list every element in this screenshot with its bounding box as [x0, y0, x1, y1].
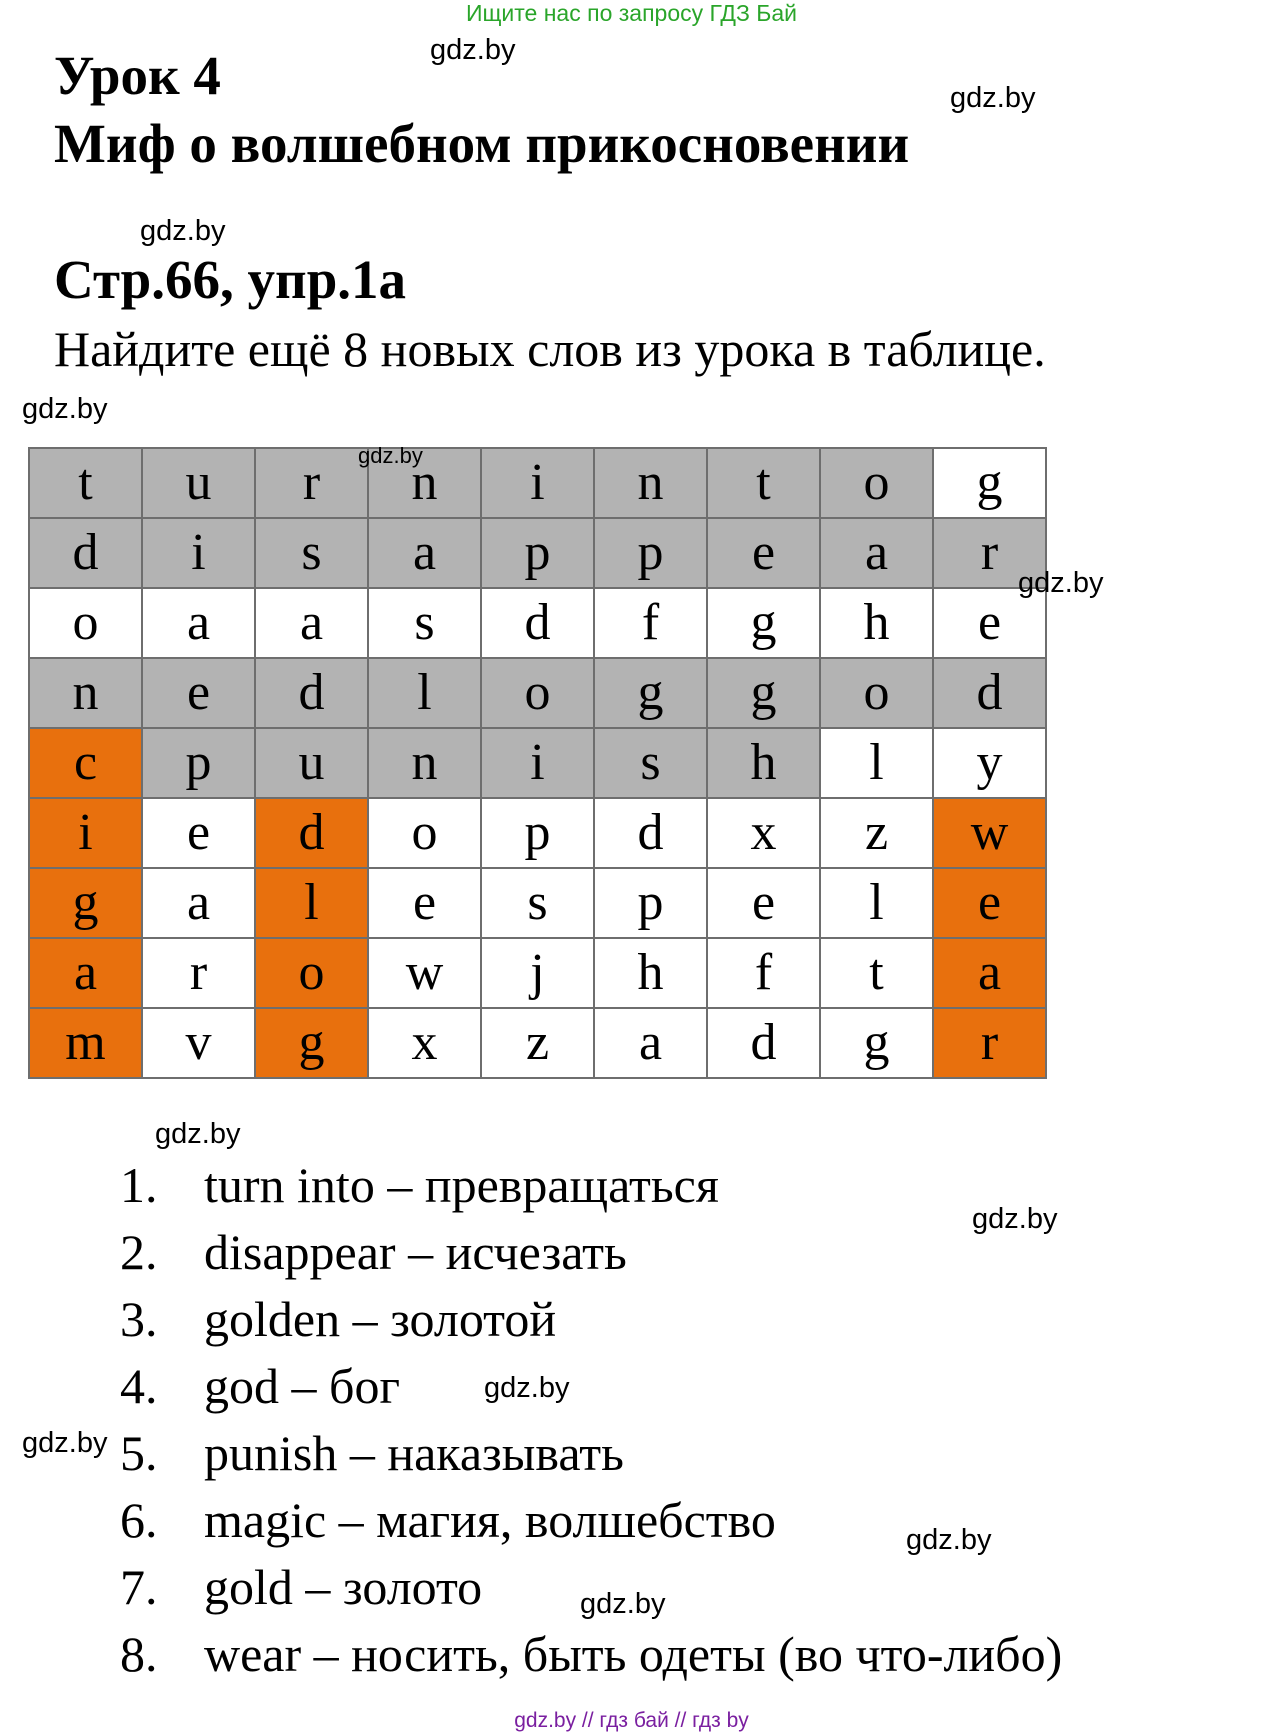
grid-cell: n [594, 448, 707, 518]
answer-text: magic – магия, волшебство [204, 1492, 776, 1548]
answer-text: disappear – исчезать [204, 1224, 627, 1280]
grid-cell: s [594, 728, 707, 798]
word-search-grid [28, 447, 1047, 1079]
watermark: gdz.by [430, 34, 516, 66]
grid-cell: e [933, 868, 1046, 938]
grid-cell: a [255, 588, 368, 658]
grid-cell: l [255, 868, 368, 938]
answer-text: golden – золотой [204, 1291, 557, 1347]
grid-row [29, 728, 1046, 798]
grid-cell: d [29, 518, 142, 588]
watermark: gdz.by [140, 215, 226, 247]
grid-cell: h [707, 728, 820, 798]
watermark: gdz.by [580, 1588, 666, 1620]
grid-cell: g [255, 1008, 368, 1078]
grid-cell: n [368, 448, 481, 518]
grid-cell: x [368, 1008, 481, 1078]
grid-cell: g [707, 588, 820, 658]
watermark: gdz.by [22, 1427, 108, 1459]
grid-cell: w [933, 798, 1046, 868]
answer-item [120, 1152, 1062, 1219]
watermark: gdz.by [1018, 567, 1104, 599]
grid-cell: g [594, 658, 707, 728]
grid-cell: g [29, 868, 142, 938]
watermark: gdz.by [484, 1372, 570, 1404]
grid-cell: o [368, 798, 481, 868]
grid-row [29, 868, 1046, 938]
answer-number: 3. [120, 1291, 158, 1347]
grid-cell: a [142, 588, 255, 658]
answer-number: 4. [120, 1358, 158, 1414]
grid-cell: e [142, 658, 255, 728]
answer-item [120, 1420, 1062, 1487]
grid-cell: z [481, 1008, 594, 1078]
grid-cell: f [594, 588, 707, 658]
watermark: gdz.by [950, 82, 1036, 114]
grid-cell: r [933, 518, 1046, 588]
grid-row [29, 938, 1046, 1008]
grid-cell: o [29, 588, 142, 658]
grid-cell: n [29, 658, 142, 728]
grid-cell: e [933, 588, 1046, 658]
grid-cell: s [481, 868, 594, 938]
grid-row [29, 658, 1046, 728]
grid-cell: a [820, 518, 933, 588]
answer-text: gold – золото [204, 1559, 483, 1615]
grid-cell: h [820, 588, 933, 658]
footer-links: gdz.by // гдз бай // гдз by [514, 1709, 749, 1732]
watermark: gdz.by [155, 1118, 241, 1150]
grid-cell: d [255, 658, 368, 728]
grid-cell: r [255, 448, 368, 518]
grid-cell: f [707, 938, 820, 1008]
grid-cell: r [142, 938, 255, 1008]
grid-cell: j [481, 938, 594, 1008]
grid-cell: u [142, 448, 255, 518]
grid-cell: l [820, 728, 933, 798]
grid-cell: s [255, 518, 368, 588]
watermark: gdz.by [22, 393, 108, 425]
grid-cell: g [707, 658, 820, 728]
grid-cell: t [820, 938, 933, 1008]
watermark: gdz.by [972, 1203, 1058, 1235]
grid-cell: w [368, 938, 481, 1008]
lesson-number: Урок 4 [54, 45, 221, 106]
grid-cell: d [255, 798, 368, 868]
grid-cell: l [368, 658, 481, 728]
grid-cell: a [933, 938, 1046, 1008]
grid-row [29, 1008, 1046, 1078]
grid-cell: i [481, 448, 594, 518]
answer-number: 5. [120, 1425, 158, 1481]
answer-text: god – бог [204, 1358, 400, 1414]
grid-cell: p [481, 798, 594, 868]
grid-cell: r [933, 1008, 1046, 1078]
answer-item [120, 1353, 1062, 1420]
grid-cell: a [368, 518, 481, 588]
answer-number: 1. [120, 1157, 158, 1213]
grid-cell: o [820, 658, 933, 728]
grid-cell: x [707, 798, 820, 868]
grid-cell: p [481, 518, 594, 588]
answer-item [120, 1219, 1062, 1286]
grid-cell: o [255, 938, 368, 1008]
answer-text: wear – носить, быть одеты (во что-либо) [204, 1626, 1063, 1682]
grid-cell: c [29, 728, 142, 798]
grid-cell: d [707, 1008, 820, 1078]
grid-cell: e [707, 518, 820, 588]
exercise-instruction: Найдите ещё 8 новых слов из урока в таблице. [54, 321, 1046, 377]
grid-cell: o [820, 448, 933, 518]
grid-cell: h [594, 938, 707, 1008]
exercise-reference: Стр.66, упр.1а [54, 249, 407, 310]
answer-item [120, 1286, 1062, 1353]
grid-cell: z [820, 798, 933, 868]
grid-cell: t [29, 448, 142, 518]
grid-cell: p [594, 518, 707, 588]
grid-cell: v [142, 1008, 255, 1078]
grid-cell: e [142, 798, 255, 868]
grid-cell: g [933, 448, 1046, 518]
grid-cell: d [933, 658, 1046, 728]
answer-number: 7. [120, 1559, 158, 1615]
grid-cell: e [707, 868, 820, 938]
lesson-title: Миф о волшебном прикосновении [54, 113, 910, 174]
grid-cell: m [29, 1008, 142, 1078]
grid-cell: a [29, 938, 142, 1008]
grid-cell: g [820, 1008, 933, 1078]
grid-cell: d [594, 798, 707, 868]
watermark: gdz.by [358, 443, 423, 468]
grid-cell: n [368, 728, 481, 798]
grid-row [29, 448, 1046, 518]
grid-cell: u [255, 728, 368, 798]
answer-text: punish – наказывать [204, 1425, 624, 1481]
answer-number: 2. [120, 1224, 158, 1280]
grid-cell: a [594, 1008, 707, 1078]
grid-cell: y [933, 728, 1046, 798]
watermark: gdz.by [906, 1524, 992, 1556]
grid-cell: l [820, 868, 933, 938]
grid-cell: s [368, 588, 481, 658]
grid-cell: e [368, 868, 481, 938]
grid-cell: i [29, 798, 142, 868]
grid-cell: p [142, 728, 255, 798]
grid-cell: t [707, 448, 820, 518]
top-banner: Ищите нас по запросу ГДЗ Бай [465, 0, 798, 26]
grid-cell: p [594, 868, 707, 938]
answer-number: 6. [120, 1492, 158, 1548]
grid-cell: d [481, 588, 594, 658]
grid-cell: i [142, 518, 255, 588]
answer-text: turn into – превращаться [204, 1157, 719, 1213]
grid-row [29, 588, 1046, 658]
grid-cell: o [481, 658, 594, 728]
answer-number: 8. [120, 1626, 158, 1682]
grid-cell: a [142, 868, 255, 938]
grid-row [29, 518, 1046, 588]
grid-cell: i [481, 728, 594, 798]
answer-item [120, 1621, 1062, 1688]
grid-row [29, 798, 1046, 868]
